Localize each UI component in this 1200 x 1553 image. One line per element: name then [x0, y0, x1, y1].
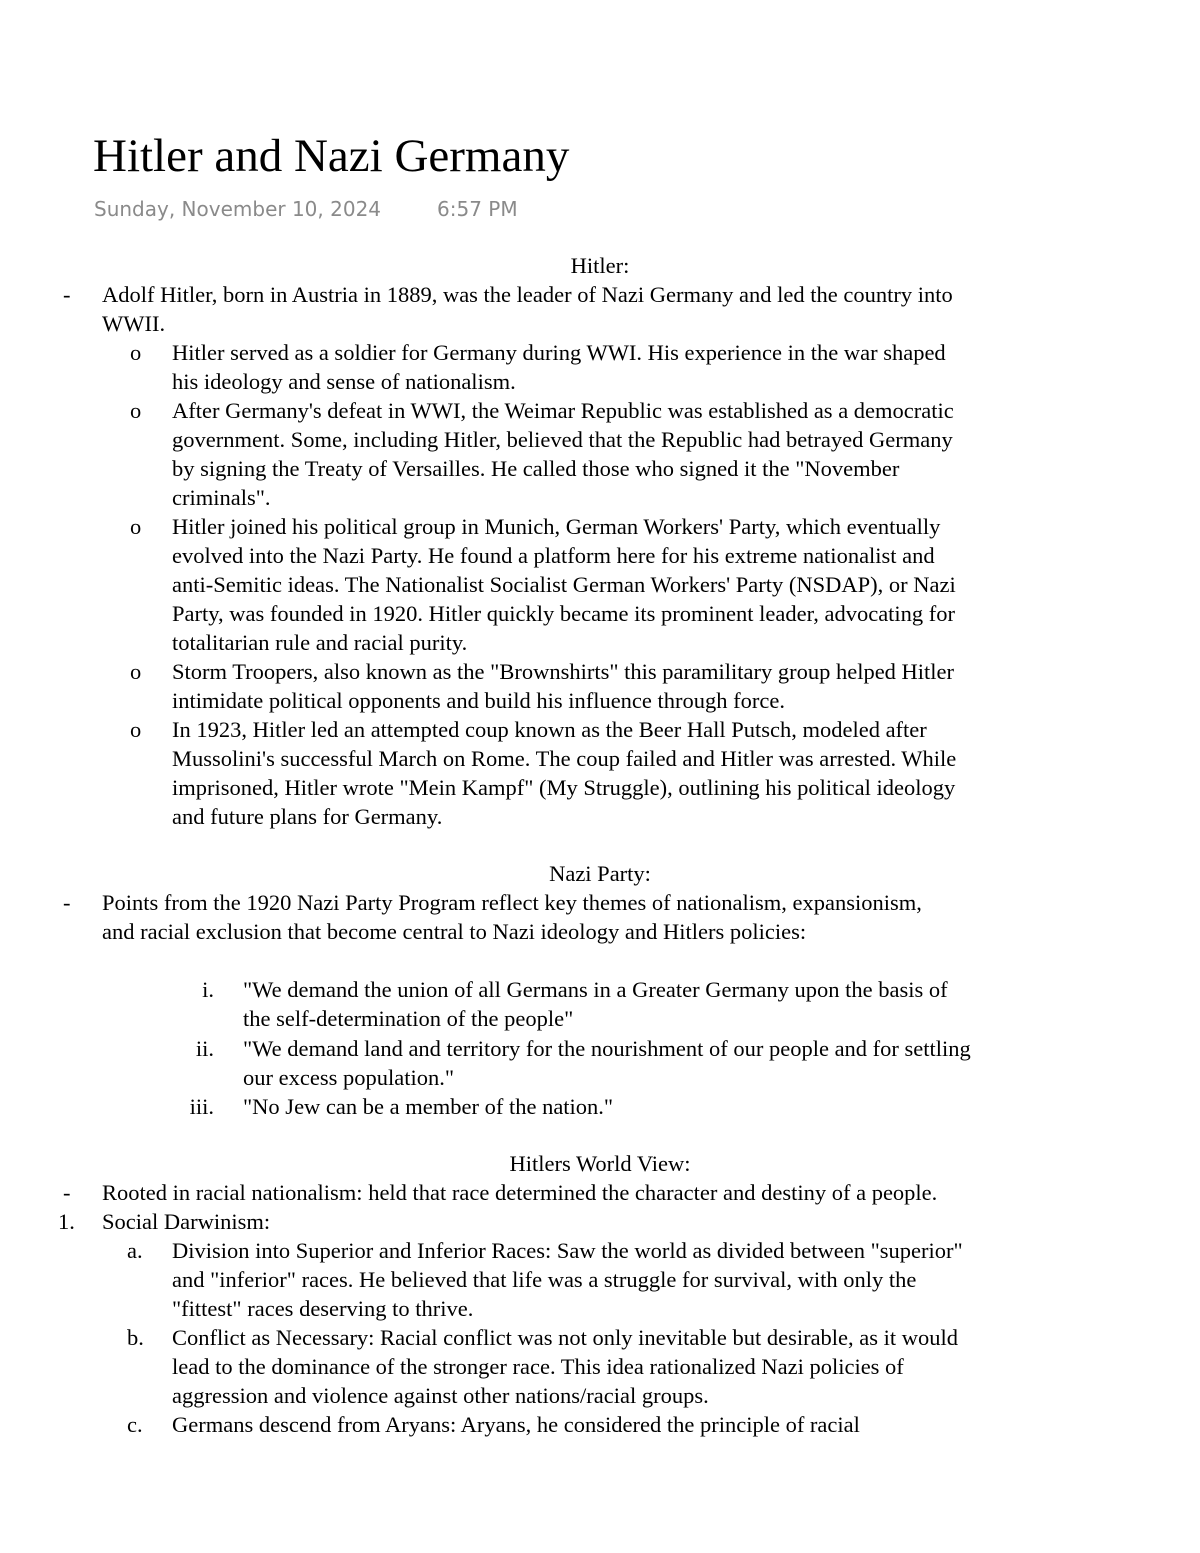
- letter-item-line: Conflict as Necessary: Racial conflict was not only inevitable but desirable, as it would: [172, 1325, 959, 1350]
- roman-marker: iii.: [189, 1094, 214, 1119]
- sub-bullet-marker: o: [130, 514, 142, 539]
- roman-marker: ii.: [195, 1036, 214, 1061]
- number-marker: 1.: [58, 1209, 75, 1234]
- section-heading-hitler: Hitler:: [570, 253, 630, 278]
- sub-bullet-marker: o: [130, 717, 142, 742]
- bullet-marker: -: [63, 890, 71, 915]
- sub-bullet-line: In 1923, Hitler led an attempted coup known as the Beer Hall Putsch, modeled after: [172, 717, 927, 742]
- sub-bullet-line: totalitarian rule and racial purity.: [172, 630, 468, 655]
- letter-item-line: and "inferior" races. He believed that life was a struggle for survival, with only the: [172, 1267, 917, 1292]
- sub-bullet-line: anti-Semitic ideas. The Nationalist Socialist German Workers' Party (NSDAP), or Nazi: [172, 572, 956, 597]
- sub-bullet-line: imprisoned, Hitler wrote "Mein Kampf" (My Struggle), outlining his political ideology: [172, 775, 956, 800]
- letter-item-line: Division into Superior and Inferior Races: Saw the world as divided between "superior": [172, 1238, 963, 1263]
- bullet-marker: -: [63, 282, 71, 307]
- program-point-line: "We demand land and territory for the nourishment of our people and for settling: [243, 1036, 971, 1061]
- note-date: Sunday, November 10, 2024: [94, 197, 382, 221]
- program-point-line: "No Jew can be a member of the nation.": [243, 1094, 614, 1119]
- bullet-line: Rooted in racial nationalism: held that race determined the character and destiny of a people.: [102, 1180, 938, 1205]
- sub-bullet-marker: o: [130, 340, 142, 365]
- bullet-line: WWII.: [102, 311, 166, 336]
- sub-bullet-line: intimidate political opponents and build his influence through force.: [172, 688, 785, 713]
- numbered-line: Social Darwinism:: [102, 1209, 271, 1234]
- sub-bullet-line: Storm Troopers, also known as the "Brownshirts" this paramilitary group helped Hitler: [172, 659, 955, 684]
- sub-bullet-line: Mussolini's successful March on Rome. The coup failed and Hitler was arrested. While: [172, 746, 957, 771]
- sub-bullet-line: criminals".: [172, 485, 271, 510]
- sub-bullet-marker: o: [130, 659, 142, 684]
- roman-marker: i.: [202, 977, 214, 1002]
- sub-bullet-line: Hitler served as a soldier for Germany during WWI. His experience in the war shaped: [172, 340, 946, 365]
- letter-item-line: lead to the dominance of the stronger race. This idea rationalized Nazi policies of: [172, 1354, 904, 1379]
- program-point-line: our excess population.": [243, 1065, 455, 1090]
- note-timestamp: [94, 195, 518, 223]
- program-point-line: the self-determination of the people": [243, 1006, 574, 1031]
- letter-item-line: Germans descend from Aryans: Aryans, he considered the principle of racial: [172, 1412, 860, 1437]
- program-point-line: "We demand the union of all Germans in a Greater Germany upon the basis of: [243, 977, 948, 1002]
- note-time: 6:57 PM: [437, 197, 518, 221]
- section-heading-nazi-party: Nazi Party:: [549, 861, 651, 886]
- bullet-marker: -: [63, 1180, 71, 1205]
- bullet-line: and racial exclusion that become central to Nazi ideology and Hitlers policies:: [102, 919, 807, 944]
- sub-bullet-line: his ideology and sense of nationalism.: [172, 369, 516, 394]
- bullet-line: Adolf Hitler, born in Austria in 1889, was the leader of Nazi Germany and led the country into: [102, 282, 953, 307]
- bullet-line: Points from the 1920 Nazi Party Program reflect key themes of nationalism, expansionism,: [102, 890, 922, 915]
- letter-marker: b.: [127, 1325, 144, 1350]
- sub-bullet-marker: o: [130, 398, 142, 423]
- letter-item-line: "fittest" races deserving to thrive.: [172, 1296, 474, 1321]
- sub-bullet-line: by signing the Treaty of Versailles. He called those who signed it the "November: [172, 456, 900, 481]
- sub-bullet-line: Hitler joined his political group in Munich, German Workers' Party, which eventually: [172, 514, 941, 539]
- sub-bullet-line: Party, was founded in 1920. Hitler quickly became its prominent leader, advocating for: [172, 601, 956, 626]
- sub-bullet-line: After Germany's defeat in WWI, the Weimar Republic was established as a democratic: [172, 398, 954, 423]
- page-title: Hitler and Nazi Germany: [93, 130, 570, 182]
- sub-bullet-line: and future plans for Germany.: [172, 804, 443, 829]
- letter-marker: a.: [127, 1238, 143, 1263]
- letter-item-line: aggression and violence against other nations/racial groups.: [172, 1383, 709, 1408]
- sub-bullet-line: government. Some, including Hitler, believed that the Republic had betrayed Germany: [172, 427, 953, 452]
- section-heading-world-view: Hitlers World View:: [509, 1151, 691, 1176]
- sub-bullet-line: evolved into the Nazi Party. He found a platform here for his extreme nationalist and: [172, 543, 935, 568]
- letter-marker: c.: [127, 1412, 143, 1437]
